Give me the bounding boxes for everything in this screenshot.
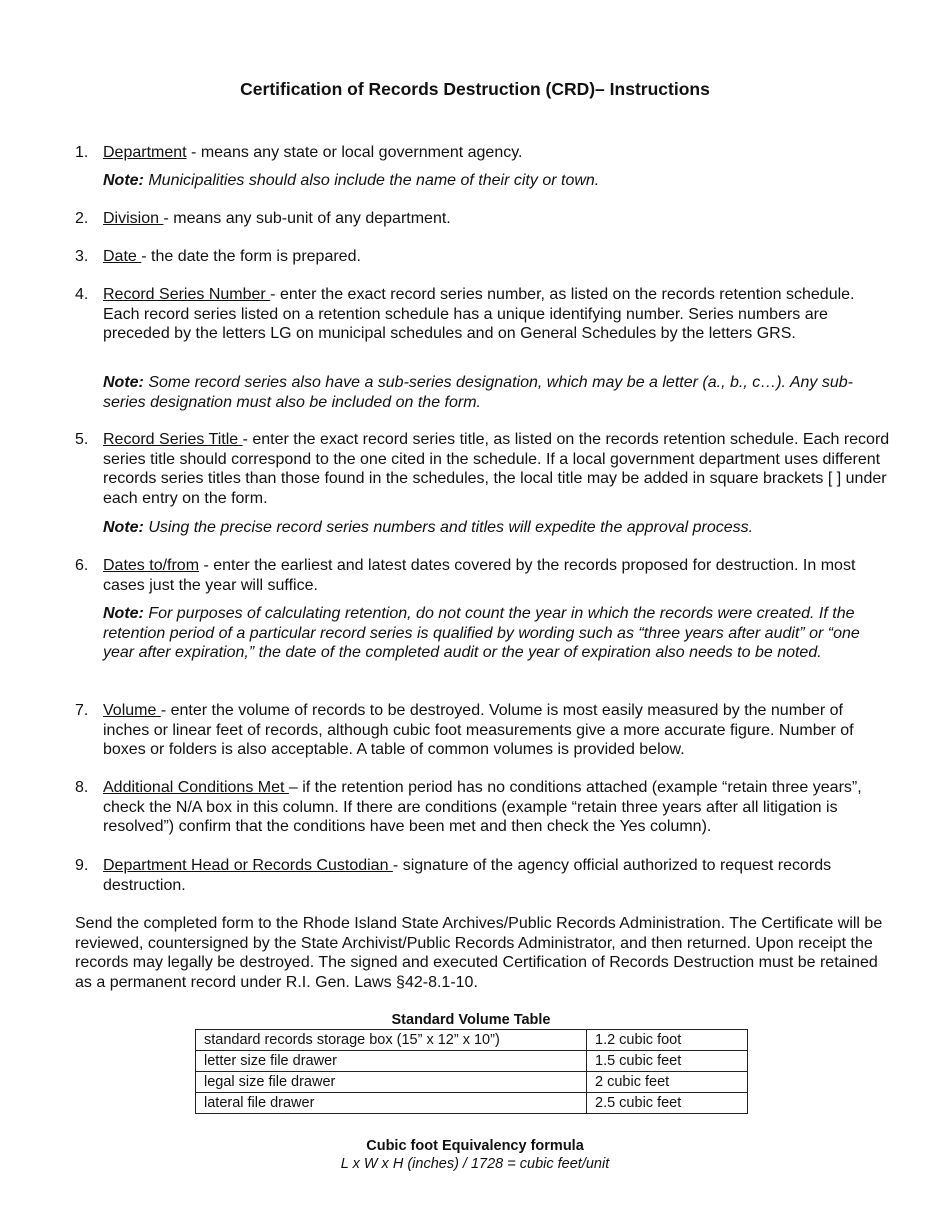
note-label: Note: — [103, 519, 144, 536]
item-number: 7. — [75, 702, 89, 719]
item-term: Department Head or Records Custodian — [103, 857, 393, 874]
formula-text: L x W x H (inches) / 1728 = cubic feet/unit — [340, 1156, 610, 1172]
closing-paragraph: Send the completed form to the Rhode Island State Archives/Public Records Administration. The Certificate will be reviewed, countersigned by the State Archivist/Public Records Administrator, and then returned. Upon receipt the records may legally be destroyed. The signed and executed Certification of Records Destruction must be retained as a permanent record under R.I. Gen. Laws §42-8.1-10. — [75, 915, 883, 991]
table-row — [196, 1030, 748, 1051]
item-term: Volume — [103, 702, 161, 719]
note-label: Note: — [103, 172, 144, 189]
formula-title: Cubic foot Equivalency formula — [366, 1138, 584, 1154]
note-4 — [103, 604, 890, 663]
instruction-item-1 — [75, 143, 890, 163]
item-term: Additional Conditions Met — [103, 779, 289, 796]
table-row — [196, 1072, 748, 1093]
note-text: Using the precise record series numbers and titles will expedite the approval process. — [143, 519, 754, 536]
item-number: 3. — [75, 248, 89, 265]
item-term: Record Series Number — [103, 286, 271, 303]
instruction-item-6 — [75, 556, 890, 595]
item-term: Dates to/from — [103, 557, 200, 574]
volume-table-caption: Standard Volume Table — [391, 1012, 551, 1028]
page-title: Certification of Records Destruction (CRD)– Instructions — [240, 79, 710, 99]
table-cell-volume: 1.2 cubic foot — [587, 1030, 748, 1051]
table-row — [196, 1051, 748, 1072]
instruction-item-5 — [75, 430, 890, 508]
note-text: Municipalities should also include the name of their city or town. — [143, 172, 600, 189]
note-label: Note: — [103, 374, 144, 391]
item-text: - means any sub-unit of any department. — [163, 210, 451, 227]
table-cell-item: standard records storage box (15” x 12” x 10”) — [196, 1030, 587, 1051]
item-text: - the date the form is prepared. — [141, 248, 361, 265]
table-cell-item: letter size file drawer — [196, 1051, 587, 1072]
table-cell-volume: 2 cubic feet — [587, 1072, 748, 1093]
item-number: 5. — [75, 431, 89, 448]
item-term: Division — [103, 210, 164, 227]
item-text: – if the retention period has no conditions attached (example “retain three years”, check the N/A box in this column. If there are conditions (example “retain three years after all litigation is resolved”) confirm that the conditions have been met and then check the Yes column). — [103, 779, 862, 835]
instruction-item-7 — [75, 701, 890, 760]
item-number: 1. — [75, 144, 89, 161]
table-cell-item: legal size file drawer — [196, 1072, 587, 1093]
item-term: Record Series Title — [103, 431, 243, 448]
table-row — [196, 1093, 748, 1114]
table-cell-volume: 2.5 cubic feet — [587, 1093, 748, 1114]
item-text: - enter the volume of records to be destroyed. Volume is most easily measured by the number of inches or linear feet of records, although cubic foot measurements give a more accurate figure. Number of boxes or folders is also acceptable. A table of common volumes is provided below. — [103, 702, 854, 758]
item-number: 6. — [75, 557, 89, 574]
item-number: 8. — [75, 779, 89, 796]
instruction-item-2 — [75, 209, 890, 229]
table-cell-item: lateral file drawer — [196, 1093, 587, 1114]
note-text: Some record series also have a sub-series designation, which may be a letter (a., b., c…). Any sub-series designation must also be included on the form. — [103, 374, 853, 411]
item-text: - enter the earliest and latest dates covered by the records proposed for destruction. In most cases just the year will suffice. — [103, 557, 856, 594]
note-2 — [103, 373, 890, 412]
item-number: 9. — [75, 857, 89, 874]
note-label: Note: — [103, 605, 144, 622]
item-text: - enter the exact record series title, as listed on the records retention schedule. Each record series title should correspond to the one cited in the schedule. If a local government department uses different records series titles than those found in the schedules, the local title may be added in square brackets [ ] under each entry on the form. — [103, 431, 890, 507]
item-number: 2. — [75, 210, 89, 227]
volume-table — [195, 1029, 748, 1114]
instruction-item-8 — [75, 778, 890, 837]
note-text: For purposes of calculating retention, do not count the year in which the records were created. If the retention period of a particular record series is qualified by wording such as “three years after audit” or “one year after expiration,” the date of the completed audit or the year of expiration also needs to be noted. — [103, 605, 860, 661]
item-number: 4. — [75, 286, 89, 303]
item-text: - means any state or local government agency. — [186, 144, 523, 161]
item-term: Department — [103, 144, 187, 161]
item-text: - enter the exact record series number, as listed on the records retention schedule. Each record series listed on a retention schedule has a unique identifying number. Series numbers are preceded by the letters LG on municipal schedules and on General Schedules by the letters GRS. — [103, 286, 855, 342]
instruction-item-4 — [75, 285, 890, 344]
instruction-item-9 — [75, 856, 890, 895]
note-1 — [103, 171, 890, 191]
instruction-item-3 — [75, 247, 890, 267]
note-3 — [103, 518, 890, 538]
item-text: - signature of the agency official authorized to request records destruction. — [103, 857, 832, 894]
item-term: Date — [103, 248, 142, 265]
table-cell-volume: 1.5 cubic feet — [587, 1051, 748, 1072]
